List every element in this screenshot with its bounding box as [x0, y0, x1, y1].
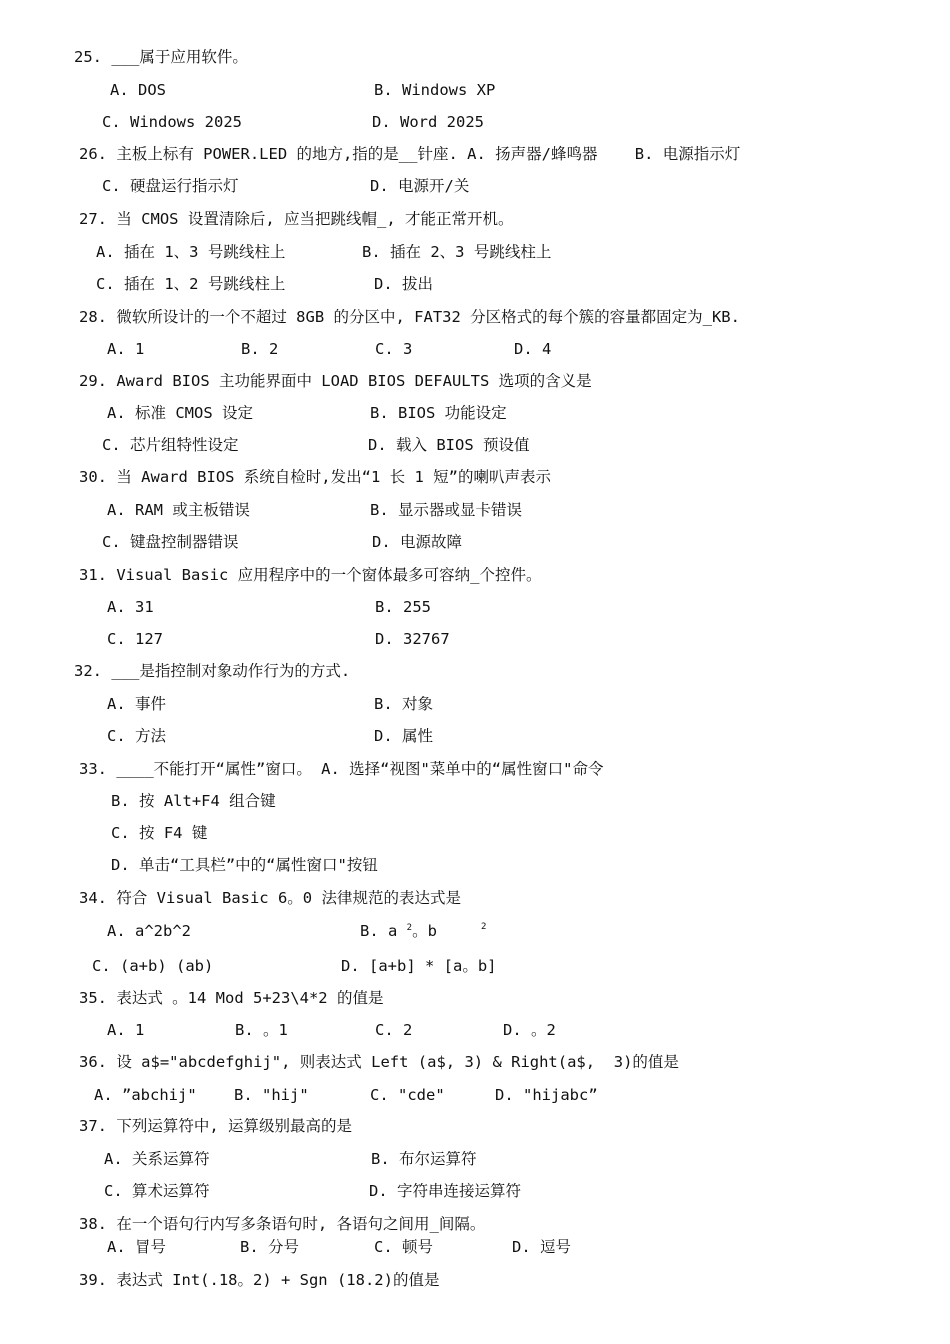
option-b — [360, 921, 437, 941]
option-d: D. 载入 BIOS 预设值 — [368, 436, 530, 454]
question-stem: 37. 下列运算符中, 运算级别最高的是 — [79, 1117, 352, 1135]
option-d: D. 逗号 — [512, 1238, 571, 1256]
option-d: D. 电源故障 — [372, 533, 462, 551]
option-d: D. 字符串连接运算符 — [369, 1182, 521, 1200]
question-stem: 32. ___是指控制对象动作行为的方式. — [74, 662, 351, 680]
option-b: B. 插在 2、3 号跳线柱上 — [362, 243, 552, 261]
question-stem: 25. ___属于应用软件。 — [74, 48, 248, 66]
question-stem: 30. 当 Award BIOS 系统自检时,发出“1 长 1 短”的喇叭声表示 — [79, 468, 551, 486]
option-a: A. 插在 1、3 号跳线柱上 — [96, 243, 286, 261]
question-stem: 38. 在一个语句行内写多条语句时, 各语句之间用_间隔。 — [79, 1215, 486, 1233]
option-b: B. 显示器或显卡错误 — [370, 501, 522, 519]
option-b: B. Windows XP — [374, 81, 496, 99]
question-stem: 39. 表达式 Int(.18。2) + Sgn (18.2)的值是 — [79, 1271, 440, 1289]
option-a: A. 标准 CMOS 设定 — [107, 404, 253, 422]
option-a: A. ”abchij" — [94, 1086, 197, 1104]
option-a: A. 1 — [107, 1021, 145, 1039]
option-c: C. 方法 — [107, 727, 166, 745]
option-c: C. 3 — [375, 340, 413, 358]
option-a: A. 冒号 — [107, 1238, 166, 1256]
option-b-base: B. a — [360, 922, 407, 940]
option-c: C. Windows 2025 — [102, 113, 242, 131]
option-a: A. DOS — [110, 81, 166, 99]
option-b: B. 分号 — [240, 1238, 299, 1256]
option-b: B. 布尔运算符 — [371, 1150, 477, 1168]
option-d: D. 。2 — [503, 1021, 556, 1039]
option-d: D. [a+b] * [a。b] — [341, 957, 497, 975]
option-d: D. 32767 — [375, 630, 450, 648]
option-d: D. 电源开/关 — [370, 177, 470, 195]
option-c: C. 顿号 — [374, 1238, 433, 1256]
option-b: B. 255 — [375, 598, 431, 616]
option-c: C. 插在 1、2 号跳线柱上 — [96, 275, 286, 293]
question-stem: 34. 符合 Visual Basic 6。0 法律规范的表达式是 — [79, 889, 461, 907]
option-d: D. 拔出 — [374, 275, 433, 293]
option-b: B. 按 Alt+F4 组合键 — [111, 792, 276, 810]
option-c: C. 硬盘运行指示灯 — [102, 177, 239, 195]
option-c: C. 2 — [375, 1021, 413, 1039]
option-c: C. "cde" — [370, 1086, 445, 1104]
option-b: B. 2 — [241, 340, 279, 358]
question-stem: 27. 当 CMOS 设置清除后, 应当把跳线帽_, 才能正常开机。 — [79, 210, 514, 228]
question-stem: 36. 设 a$="abcdefghij", 则表达式 Left (a$, 3) & Right(a$, 3)的值是 — [79, 1053, 679, 1071]
option-a: A. 1 — [107, 340, 145, 358]
question-stem: 35. 表达式 。14 Mod 5+23\4*2 的值是 — [79, 989, 384, 1007]
option-a: A. 事件 — [107, 695, 166, 713]
option-d: D. 单击“工具栏”中的“属性窗口"按钮 — [111, 856, 378, 874]
option-a: A. a^2b^2 — [107, 922, 191, 940]
option-c: C. (a+b) (ab) — [92, 957, 214, 975]
question-stem: 33. ____不能打开“属性”窗口。 A. 选择“视图"菜单中的“属性窗口"命令 — [79, 760, 604, 778]
option-b-rest: 。b — [412, 922, 437, 940]
question-stem: 28. 微软所设计的一个不超过 8GB 的分区中, FAT32 分区格式的每个簇的容量都固定为_KB. — [79, 308, 740, 326]
option-c: C. 键盘控制器错误 — [102, 533, 239, 551]
option-c: C. 芯片组特性设定 — [102, 436, 239, 454]
option-a: A. RAM 或主板错误 — [107, 501, 250, 519]
option-b: B. 对象 — [374, 695, 433, 713]
question-stem: 29. Award BIOS 主功能界面中 LOAD BIOS DEFAULTS 选项的含义是 — [79, 372, 592, 390]
option-b: B. BIOS 功能设定 — [370, 404, 507, 422]
option-d: D. "hijabc” — [495, 1086, 598, 1104]
option-d: D. 属性 — [374, 727, 433, 745]
option-b: B. 。1 — [235, 1021, 288, 1039]
option-b: B. "hij" — [234, 1086, 309, 1104]
option-c: C. 127 — [107, 630, 163, 648]
option-a: A. 关系运算符 — [104, 1150, 210, 1168]
option-c: C. 按 F4 键 — [111, 824, 208, 842]
superscript-2: 2 — [481, 922, 487, 932]
option-d: D. 4 — [514, 340, 552, 358]
option-c: C. 算术运算符 — [104, 1182, 210, 1200]
question-stem: 31. Visual Basic 应用程序中的一个窗体最多可容纳_个控件。 — [79, 566, 542, 584]
question-stem: 26. 主板上标有 POWER.LED 的地方,指的是__针座. A. 扬声器/蜂鸣器 B. 电源指示灯 — [79, 145, 741, 163]
option-d: D. Word 2025 — [372, 113, 484, 131]
superscript-2: 2 — [406, 923, 413, 933]
option-a: A. 31 — [107, 598, 154, 616]
